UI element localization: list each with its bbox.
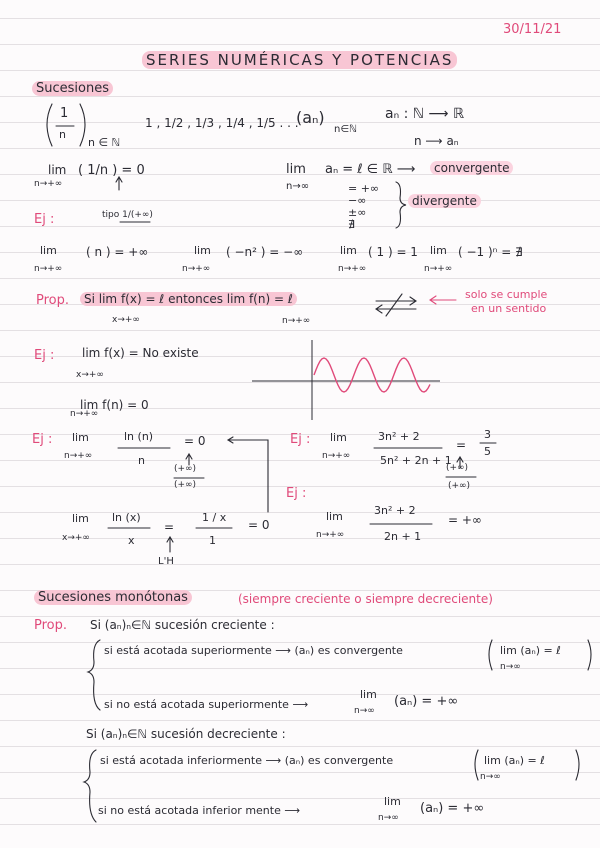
ln-num: ln (n) <box>124 430 154 443</box>
ln3-den: 1 <box>209 534 216 547</box>
ln2-eq: = <box>164 520 175 534</box>
sine-sub-2: n→+∞ <box>70 409 99 419</box>
case-creciente-acotada-sub: n→∞ <box>500 662 521 672</box>
prop-label-2: Prop. <box>34 618 68 633</box>
example-c: ( 1 ) = 1 <box>368 245 418 259</box>
ej-label-2: Ej : <box>34 348 55 363</box>
section-heading-monotonas: Sucesiones monótonas <box>34 590 192 605</box>
rat-ind-1: (+∞) <box>446 463 469 473</box>
case-creciente-no-acotada-val: (aₙ) = +∞ <box>394 694 459 709</box>
prop-1-sub-n: n→+∞ <box>282 316 311 326</box>
ln2-sub: x→+∞ <box>62 533 90 543</box>
rat-num: 3n² + 2 <box>378 430 420 443</box>
section-heading-sucesiones: Sucesiones <box>32 81 113 96</box>
rat-den: 5n² + 2n + 1 <box>380 454 452 467</box>
lim-sub-b: n→+∞ <box>182 264 211 274</box>
page-title: SERIES NUMÉRICAS Y POTENCIAS <box>142 51 457 69</box>
ej-label-1: Ej : <box>34 212 55 227</box>
lim-sub-a: n→+∞ <box>34 264 63 274</box>
rat2-den: 2n + 1 <box>384 530 422 543</box>
divergent-values: = +∞ −∞ ±∞ ∄ <box>348 182 380 231</box>
case-decreciente-no-acotada-sub: n→∞ <box>378 813 399 823</box>
tipo-label: tipo 1/(+∞) <box>102 210 153 220</box>
lim-word-b: lim <box>194 244 211 257</box>
lim-word-d: lim <box>430 244 447 257</box>
example-b: ( −n² ) = −∞ <box>226 245 304 259</box>
paren-left <box>47 104 52 146</box>
monotonas-note: (siempre creciente o siempre decreciente) <box>238 592 493 606</box>
case-decreciente-acotada-lim: lim (aₙ) = ℓ <box>484 754 545 767</box>
an-subscript: n∈ℕ <box>334 124 358 135</box>
rat-sub: n→+∞ <box>322 451 351 461</box>
case-creciente-acotada: si está acotada superiormente ⟶ (aₙ) es convergente <box>104 644 403 657</box>
sine-graph <box>252 340 440 420</box>
mapping-line-2: n ⟶ aₙ <box>414 134 459 148</box>
ej-label-4: Ej : <box>290 432 311 447</box>
case-creciente-no-acotada-sub: n→∞ <box>354 706 375 716</box>
brace-divergente <box>396 182 406 228</box>
label-convergente: convergente <box>430 161 513 175</box>
ln-eq: = 0 <box>184 434 206 448</box>
ej-label-3: Ej : <box>32 432 53 447</box>
date: 30/11/21 <box>503 22 562 37</box>
case-decreciente-no-acotada: si no está acotada inferior mente ⟶ <box>98 804 301 817</box>
ln-lim: lim <box>72 431 89 444</box>
case-decreciente-no-acotada-lim: lim <box>384 795 401 808</box>
lim-sub-d: n→+∞ <box>424 264 453 274</box>
lim-expr-1: ( 1/n ) = 0 <box>78 163 145 178</box>
prop-1-note-2: en un sentido <box>471 302 547 315</box>
lim-sub-2: n→∞ <box>286 181 310 192</box>
sine-line-2: lim f(n) = 0 <box>80 398 149 412</box>
label-divergente: divergente <box>408 194 481 208</box>
sine-line-1: lim f(x) = No existe <box>82 346 199 360</box>
rat2-lim: lim <box>326 510 343 523</box>
ej-label-5: Ej : <box>286 486 307 501</box>
mapping-line-1: aₙ : ℕ ⟶ ℝ <box>385 106 465 122</box>
connector-line <box>228 440 268 512</box>
seq-denominator: n <box>59 128 66 141</box>
rat-res-num: 3 <box>484 428 491 441</box>
lhopital-label: L'H <box>158 556 174 567</box>
paren-right <box>80 104 85 146</box>
case-creciente-acotada-lim: lim (aₙ) = ℓ <box>500 644 561 657</box>
an-general: (aₙ) <box>296 108 325 127</box>
case-creciente-no-acotada: si no está acotada superiormente ⟶ <box>104 698 309 711</box>
ln-ind-den: (+∞) <box>174 480 197 490</box>
sine-curve <box>314 358 430 392</box>
ln2-den: x <box>128 534 135 547</box>
lim-sub-1: n→+∞ <box>34 179 63 189</box>
lim-word-a: lim <box>40 244 57 257</box>
example-a: ( n ) = +∞ <box>86 245 149 259</box>
prop-2-creciente: Si (aₙ)ₙ∈ℕ sucesión creciente : <box>90 618 275 632</box>
example-d: ( −1 )ⁿ = ∄ <box>458 245 523 259</box>
seq-subscript: n ∈ ℕ <box>88 136 121 149</box>
case-decreciente-no-acotada-val: (aₙ) = +∞ <box>420 801 485 816</box>
note-arrow <box>430 296 456 304</box>
ln2-num: ln (x) <box>112 511 141 524</box>
prop-label-1: Prop. <box>36 293 70 308</box>
seq-list: 1 , 1/2 , 1/3 , 1/4 , 1/5 . . . <box>145 116 299 130</box>
lim-word-c: lim <box>340 244 357 257</box>
lim-expr-2: aₙ = ℓ ∈ ℝ ⟶ <box>325 162 416 177</box>
ln-sub: n→+∞ <box>64 451 93 461</box>
lim-word-1: lim <box>48 163 67 177</box>
ln3-eq: = 0 <box>248 518 270 532</box>
lim-word-2: lim <box>286 162 306 177</box>
rat2-eq: = +∞ <box>448 513 482 527</box>
prop-1-text: Si lim f(x) = ℓ entonces lim f(n) = ℓ <box>80 292 297 306</box>
case-creciente-no-acotada-lim: lim <box>360 688 377 701</box>
rat2-sub: n→+∞ <box>316 530 345 540</box>
prop-1-sub-x: x→+∞ <box>112 315 140 325</box>
prop-1-note-1: solo se cumple <box>465 288 548 301</box>
rat-eq: = <box>456 438 467 452</box>
sine-sub-1: x→+∞ <box>76 370 104 380</box>
case-decreciente-acotada: si está acotada inferiormente ⟶ (aₙ) es convergente <box>100 754 394 767</box>
lim-sub-c: n→+∞ <box>338 264 367 274</box>
rat-lim: lim <box>330 431 347 444</box>
ln3-num: 1 / x <box>202 511 227 524</box>
rat2-num: 3n² + 2 <box>374 504 416 517</box>
seq-numerator: 1 <box>60 106 69 121</box>
prop-2-decreciente: Si (aₙ)ₙ∈ℕ sucesión decreciente : <box>86 727 286 741</box>
rat-res-den: 5 <box>484 445 491 458</box>
ln2-lim: lim <box>72 512 89 525</box>
rat-ind-2: (+∞) <box>448 481 471 491</box>
ln-ind-num: (+∞) <box>174 464 197 474</box>
case-decreciente-acotada-sub: n→∞ <box>480 772 501 782</box>
ln-den: n <box>138 454 145 467</box>
